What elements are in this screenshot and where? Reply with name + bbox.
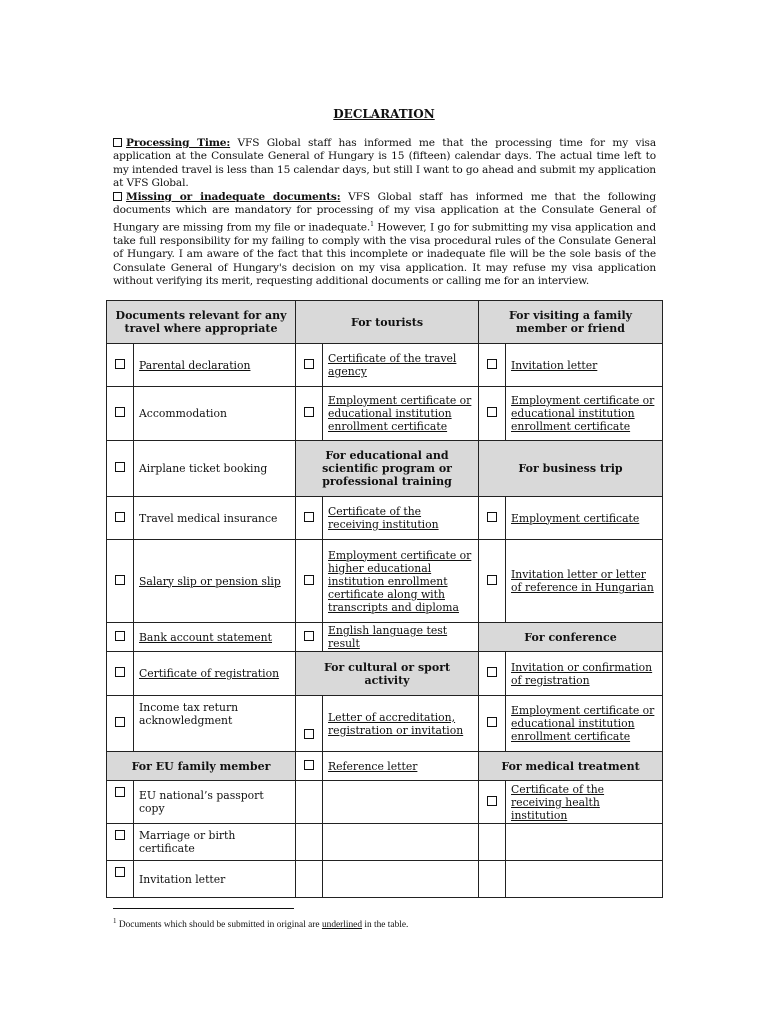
footnote-text-b: in the table. <box>362 920 409 931</box>
doc-parental-declaration: Parental declaration <box>134 344 296 387</box>
checkbox-conference-employment[interactable] <box>487 717 497 727</box>
missing-documents-text-a: VFS Global staff has informed me that the following documents which are mandatory for processing of my visa application at the Consulate General of Hungary are missing from my file or inadequate. <box>113 191 656 234</box>
header-tourists: For tourists <box>296 301 479 344</box>
doc-marriage-certificate: Marriage or birth certificate <box>134 824 296 861</box>
doc-family-employment: Employment certificate or educational institution enrollment certificate <box>506 387 663 441</box>
header-cultural: For cultural or sport activity <box>296 652 479 696</box>
processing-time-lead: Processing Time: <box>126 137 231 149</box>
doc-eu-passport: EU national’s passport copy <box>134 781 296 824</box>
header-family: For visiting a family member or friend <box>479 301 663 344</box>
documents-table <box>106 300 663 898</box>
checkbox-airplane-ticket[interactable] <box>115 462 125 472</box>
doc-airplane-ticket: Airplane ticket booking <box>134 441 296 497</box>
footnote <box>113 915 408 931</box>
doc-english-test: English language test result <box>323 623 479 652</box>
checkbox-invitation-hungarian[interactable] <box>487 575 497 585</box>
doc-bank-statement: Bank account statement <box>134 623 296 652</box>
checkbox-marriage-certificate[interactable] <box>115 830 125 840</box>
footnote-underlined: underlined <box>321 920 363 931</box>
missing-documents-checkbox[interactable] <box>113 192 122 201</box>
missing-documents-text-b: However, I go for submitting my visa application and take full responsibility for my failing to comply with the visa procedural rules of the Consulate General of Hungary. I am aware of the fact that this incomplete or inadequate file will be the sole basis of the Consulate General of Hungary's decision on my visa application. It may refuse my visa application without verifying its merit, requesting additional documents or calling me for an interview. <box>113 221 656 287</box>
doc-accommodation: Accommodation <box>134 387 296 441</box>
checkbox-income-tax[interactable] <box>115 717 125 727</box>
header-conference: For conference <box>479 623 663 652</box>
doc-reference-letter: Reference letter <box>323 752 479 781</box>
page-title: DECLARATION <box>333 107 435 121</box>
processing-time-checkbox[interactable] <box>113 138 122 147</box>
doc-conference-invitation: Invitation or confirmation of registration <box>506 652 663 696</box>
header-business: For business trip <box>479 441 663 497</box>
checkbox-parental-declaration[interactable] <box>115 359 125 369</box>
doc-tourist-employment: Employment certificate or educational institution enrollment certificate <box>323 387 479 441</box>
header-educational: For educational and scientific program or professional training <box>296 441 479 497</box>
checkbox-bank-statement[interactable] <box>115 631 125 641</box>
doc-medical-insurance: Travel medical insurance <box>134 497 296 540</box>
doc-travel-agency: Certificate of the travel agency <box>323 344 479 387</box>
checkbox-tourist-employment[interactable] <box>304 407 314 417</box>
doc-invitation-hungarian: Invitation letter or letter of reference in Hungarian <box>506 540 663 623</box>
checkbox-reference-letter[interactable] <box>304 760 314 770</box>
checkbox-receiving-institution[interactable] <box>304 512 314 522</box>
checkbox-family-invitation[interactable] <box>487 359 497 369</box>
processing-time-paragraph <box>113 137 656 191</box>
footnote-number: 1 <box>113 917 117 925</box>
checkbox-business-employment[interactable] <box>487 512 497 522</box>
missing-documents-paragraph <box>113 191 656 288</box>
footnote-reference: 1 <box>370 220 374 228</box>
doc-health-institution: Certificate of the receiving health institution <box>506 781 663 824</box>
doc-receiving-institution: Certificate of the receiving institution <box>323 497 479 540</box>
checkbox-english-test[interactable] <box>304 631 314 641</box>
doc-higher-education: Employment certificate or higher educational institution enrollment certificate along with transcripts and diploma <box>323 540 479 623</box>
checkbox-eu-passport[interactable] <box>115 787 125 797</box>
doc-business-employment: Employment certificate <box>506 497 663 540</box>
checkbox-accreditation[interactable] <box>304 729 314 739</box>
footnote-divider <box>113 908 294 909</box>
checkbox-conference-invitation[interactable] <box>487 667 497 677</box>
header-eu-family: For EU family member <box>107 752 296 781</box>
checkbox-medical-insurance[interactable] <box>115 512 125 522</box>
header-any-travel: Documents relevant for any travel where appropriate <box>107 301 296 344</box>
doc-certificate-registration: Certificate of registration <box>134 652 296 696</box>
missing-documents-lead: Missing or inadequate documents: <box>126 191 341 203</box>
header-medical: For medical treatment <box>479 752 663 781</box>
checkbox-certificate-registration[interactable] <box>115 667 125 677</box>
checkbox-accommodation[interactable] <box>115 407 125 417</box>
doc-accreditation: Letter of accreditation, registration or invitation <box>323 696 479 752</box>
doc-salary-slip: Salary slip or pension slip <box>134 540 296 623</box>
checkbox-health-institution[interactable] <box>487 796 497 806</box>
checkbox-eu-invitation[interactable] <box>115 867 125 877</box>
footnote-text-a: Documents which should be submitted in original are <box>116 920 322 931</box>
checkbox-travel-agency[interactable] <box>304 359 314 369</box>
doc-conference-employment: Employment certificate or educational institution enrollment certificate <box>506 696 663 752</box>
checkbox-family-employment[interactable] <box>487 407 497 417</box>
checkbox-salary-slip[interactable] <box>115 575 125 585</box>
processing-time-text: VFS Global staff has informed me that the processing time for my visa application at the Consulate General of Hungary is 15 (fifteen) calendar days. The actual time left to my intended travel is less than 15 calendar days, but still I want to go ahead and submit my application at VFS Global. <box>113 137 657 190</box>
doc-family-invitation: Invitation letter <box>506 344 663 387</box>
checkbox-higher-education[interactable] <box>304 575 314 585</box>
doc-eu-invitation: Invitation letter <box>134 861 296 898</box>
doc-income-tax: Income tax return acknowledgment <box>134 696 296 752</box>
